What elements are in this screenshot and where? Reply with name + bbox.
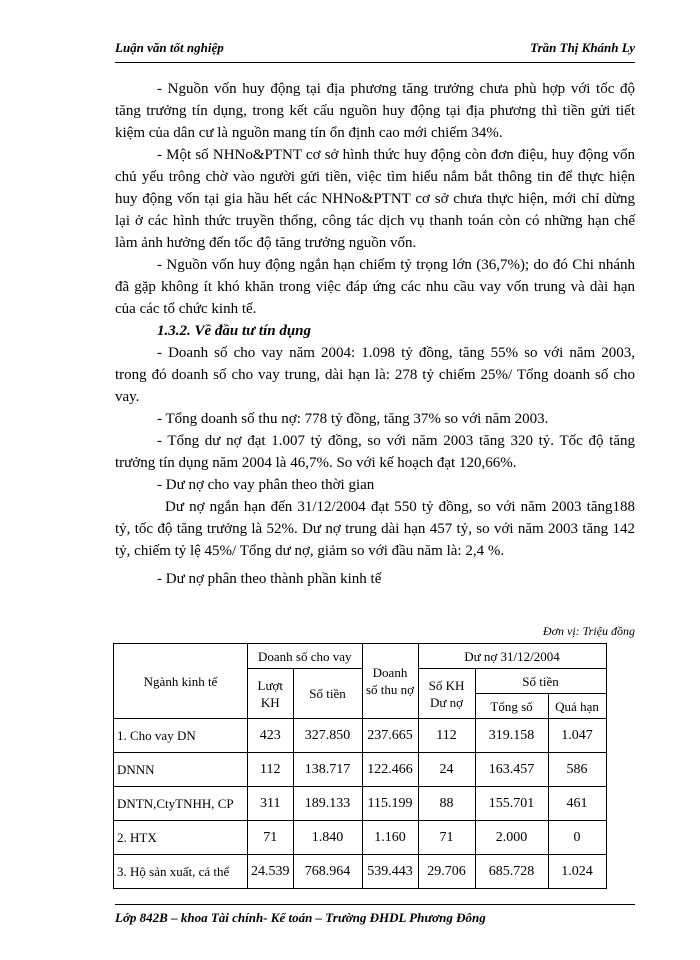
cell-sector: 1. Cho vay DN <box>114 719 248 753</box>
cell-collect: 122.466 <box>362 753 418 787</box>
paragraph: - Dư nợ phân theo thành phần kinh tế <box>157 571 382 587</box>
header-outstanding: Dư nợ 31/12/2004 <box>418 644 606 669</box>
cell-kh: 71 <box>418 821 475 855</box>
cell-kh: 112 <box>418 719 475 753</box>
header-amount2: Số tiền <box>475 669 606 694</box>
header-rule <box>115 62 635 63</box>
cell-kh: 29.706 <box>418 855 475 889</box>
table-header-row <box>114 644 607 669</box>
cell-overdue: 0 <box>548 821 606 855</box>
cell-sector: 2. HTX <box>114 821 248 855</box>
cell-collect: 539.443 <box>362 855 418 889</box>
cell-collect: 115.199 <box>362 787 418 821</box>
cell-amount: 1.840 <box>293 821 362 855</box>
header-amount: Số tiền <box>293 669 362 719</box>
header-times-kh: Lượt KH <box>248 669 294 719</box>
header-sector: Ngành kinh tế <box>114 644 248 719</box>
cell-total: 685.728 <box>475 855 548 889</box>
cell-total: 155.701 <box>475 787 548 821</box>
body-text <box>115 78 635 590</box>
cell-overdue: 586 <box>548 753 606 787</box>
footer-rule <box>115 904 635 905</box>
cell-collect: 237.665 <box>362 719 418 753</box>
table-unit-label: Đơn vị: Triệu đồng <box>542 624 635 638</box>
cell-times: 423 <box>248 719 294 753</box>
outstanding-loans-table <box>113 643 607 889</box>
cell-times: 112 <box>248 753 294 787</box>
section-heading: 1.3.2. Về đầu tư tín dụng <box>157 323 312 339</box>
cell-kh: 88 <box>418 787 475 821</box>
cell-amount: 189.133 <box>293 787 362 821</box>
paragraph: Dư nợ ngắn hạn đến 31/12/2004 đạt 550 tỷ đồng, so với năm 2003 tăng188 tỷ, tốc độ tăng trưởng là 52%. Dư nợ trung dài hạn 457 tỷ, so với năm 2003 tăng 142 tỷ, chiếm tỷ lệ 45%/ Tổng dư nợ, giảm so với đầu năm là: 2,4 %. <box>115 499 635 559</box>
page-footer: Lớp 842B – khoa Tài chính- Kế toán – Trường ĐHDL Phương Đông <box>115 910 486 925</box>
paragraph: - Nguồn vốn huy động tại địa phương tăng trưởng chưa phù hợp với tốc độ tăng trưởng tín dụng, trong kết cấu nguồn huy động tại địa phương thì tiền gửi tiết kiệm của dân cư là nguồn mang tín ổn định cao mới chiếm 34%. <box>115 81 635 141</box>
cell-overdue: 461 <box>548 787 606 821</box>
cell-collect: 1.160 <box>362 821 418 855</box>
header-debt-collection: Doanh số thu nợ <box>362 644 418 719</box>
cell-sector: 3. Hộ sản xuất, cá thể <box>114 855 248 889</box>
page-header <box>115 40 635 60</box>
header-left-text: Luận văn tốt nghiệp <box>115 40 224 55</box>
cell-amount: 138.717 <box>293 753 362 787</box>
header-right-text: Trần Thị Khánh Ly <box>530 40 635 55</box>
paragraph: - Dư nợ cho vay phân theo thời gian <box>157 477 375 493</box>
cell-times: 24.539 <box>248 855 294 889</box>
header-loan-turnover: Doanh số cho vay <box>248 644 363 669</box>
cell-sector: DNNN <box>114 753 248 787</box>
table-row <box>114 753 607 787</box>
header-total: Tổng số <box>475 694 548 719</box>
header-overdue: Quá hạn <box>548 694 606 719</box>
cell-amount: 327.850 <box>293 719 362 753</box>
paragraph: - Một số NHNo&PTNT cơ sở hình thức huy động còn đơn điệu, huy động vốn chủ yếu trông chờ vào người gửi tiền, việc tìm hiểu nắm bắt thông tin để thực hiện huy động vốn tại gia hầu hết các NHNo&PTNT cơ sở chưa thực hiện, mới chỉ dừng lại ở các hình thức truyền thống, công tác dịch vụ thanh toán còn có những hạn chế làm ảnh hưởng đến tốc độ tăng trưởng nguồn vốn. <box>115 147 635 251</box>
table-row <box>114 821 607 855</box>
table-row <box>114 787 607 821</box>
cell-amount: 768.964 <box>293 855 362 889</box>
paragraph: - Tổng doanh số thu nợ: 778 tỷ đồng, tăng 37% so với năm 2003. <box>157 411 549 427</box>
cell-kh: 24 <box>418 753 475 787</box>
cell-total: 319.158 <box>475 719 548 753</box>
paragraph: - Doanh số cho vay năm 2004: 1.098 tỷ đồng, tăng 55% so với năm 2003, trong đó doanh số cho vay trung, dài hạn là: 278 tỷ chiếm 25%/ Tổng doanh số cho vay. <box>115 345 635 405</box>
cell-overdue: 1.024 <box>548 855 606 889</box>
cell-total: 2.000 <box>475 821 548 855</box>
cell-sector: DNTN,CtyTNHH, CP <box>114 787 248 821</box>
paragraph: - Tổng dư nợ đạt 1.007 tỷ đồng, so với năm 2003 tăng 320 tỷ. Tốc độ tăng trưởng tín dụng năm 2004 là 46,7%. So với kế hoạch đạt 120,66%. <box>115 433 635 471</box>
cell-overdue: 1.047 <box>548 719 606 753</box>
paragraph: - Nguồn vốn huy động ngắn hạn chiếm tỷ trọng lớn (36,7%); do đó Chi nhánh đã gặp không ít khó khăn trong việc đáp ứng các nhu cầu vay vốn trung và dài hạn của các tổ chức kinh tế. <box>115 257 635 317</box>
table-row <box>114 719 607 753</box>
cell-total: 163.457 <box>475 753 548 787</box>
header-kh-count: Số KH Dư nợ <box>418 669 475 719</box>
table-row <box>114 855 607 889</box>
cell-times: 311 <box>248 787 294 821</box>
cell-times: 71 <box>248 821 294 855</box>
